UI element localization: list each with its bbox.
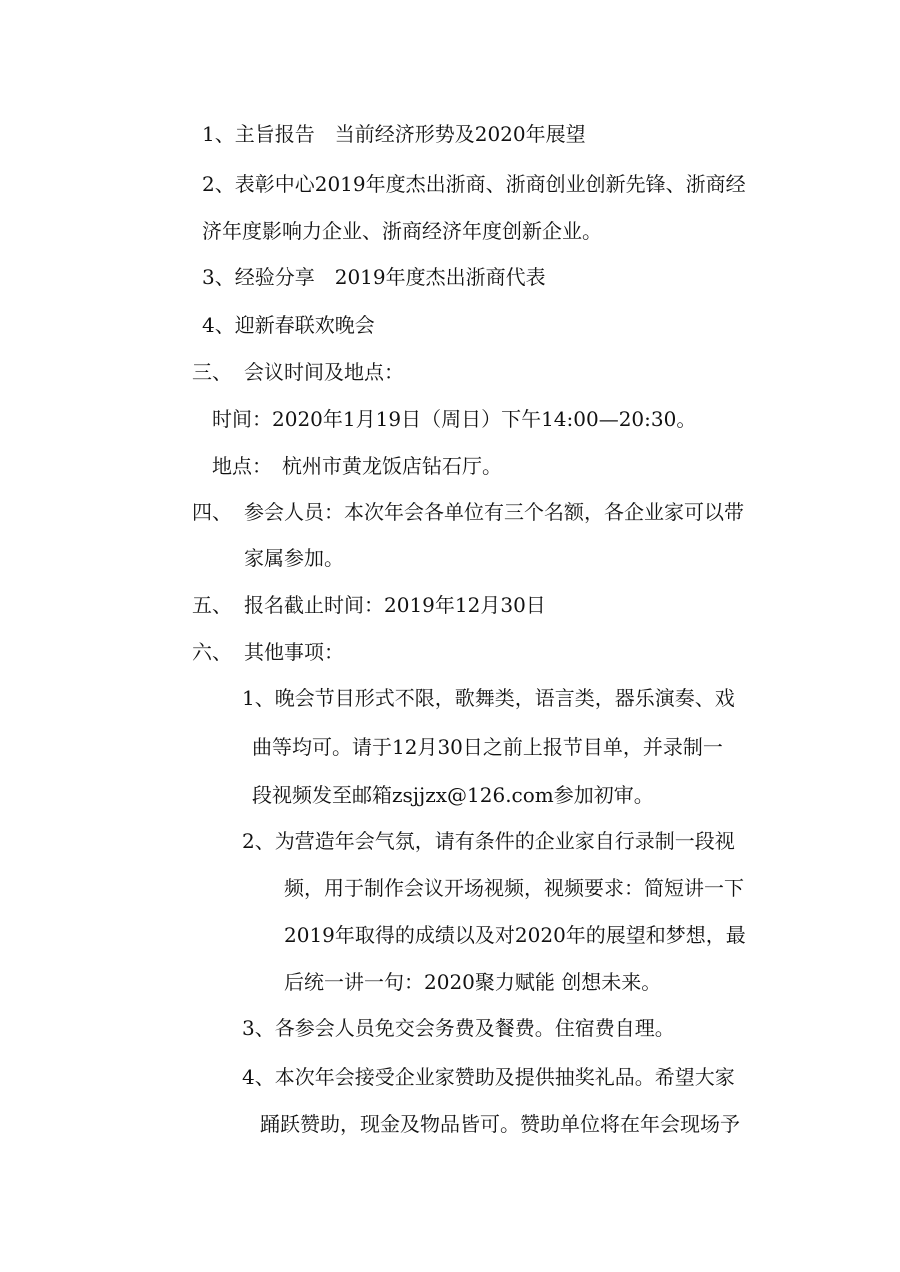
- section-number: 五、: [192, 593, 232, 617]
- section-text: 参会人员：本次年会各单位有三个名额，各企业家可以带: [244, 500, 744, 524]
- agenda-item-3: 3、经验分享 2019年度杰出浙商代表: [202, 265, 546, 289]
- section-title: 会议时间及地点：: [244, 360, 404, 384]
- section-number: 六、: [192, 640, 232, 664]
- section-4-cont: 家属参加。: [244, 546, 344, 570]
- section-4-heading: [192, 500, 744, 524]
- agenda-item-1: 1、主旨报告 当前经济形势及2020年展望: [202, 122, 586, 146]
- section-title: 其他事项：: [244, 640, 344, 664]
- agenda-item-4: 4、迎新春联欢晚会: [202, 313, 375, 337]
- note-4-line-2: 踊跃赞助，现金及物品皆可。赞助单位将在年会现场予: [260, 1112, 740, 1136]
- section-6-heading: [192, 640, 344, 664]
- meeting-place: 地点： 杭州市黄龙饭店钻石厅。: [212, 454, 502, 478]
- note-2-line-3: 2019年取得的成绩以及对2020年的展望和梦想，最: [284, 923, 746, 947]
- agenda-item-2: 2、表彰中心2019年度杰出浙商、浙商创业创新先锋、浙商经: [202, 172, 746, 196]
- note-2-line-2: 频，用于制作会议开场视频，视频要求：简短讲一下: [284, 876, 744, 900]
- note-1-line-3: 段视频发至邮箱zsjjzx@126.com参加初审。: [252, 783, 654, 807]
- note-1-line-1: 1、晚会节目形式不限，歌舞类，语言类，器乐演奏、戏: [242, 686, 735, 710]
- note-2-line-1: 2、为营造年会气氛，请有条件的企业家自行录制一段视: [242, 829, 735, 853]
- note-4-line-1: 4、本次年会接受企业家赞助及提供抽奖礼品。希望大家: [242, 1065, 735, 1089]
- section-text: 报名截止时间：2019年12月30日: [244, 593, 546, 617]
- agenda-item-2-cont: 济年度影响力企业、浙商经济年度创新企业。: [202, 219, 602, 243]
- note-3: 3、各参会人员免交会务费及餐费。住宿费自理。: [242, 1016, 675, 1040]
- meeting-time: 时间：2020年1月19日（周日）下午14:00—20:30。: [212, 407, 697, 431]
- section-5-heading: [192, 593, 546, 617]
- note-1-line-2: 曲等均可。请于12月30日之前上报节目单，并录制一: [252, 735, 723, 759]
- section-number: 四、: [192, 500, 232, 524]
- section-number: 三、: [192, 360, 232, 384]
- section-3-heading: [192, 360, 404, 384]
- note-2-line-4: 后统一讲一句：2020聚力赋能 创想未来。: [284, 970, 662, 994]
